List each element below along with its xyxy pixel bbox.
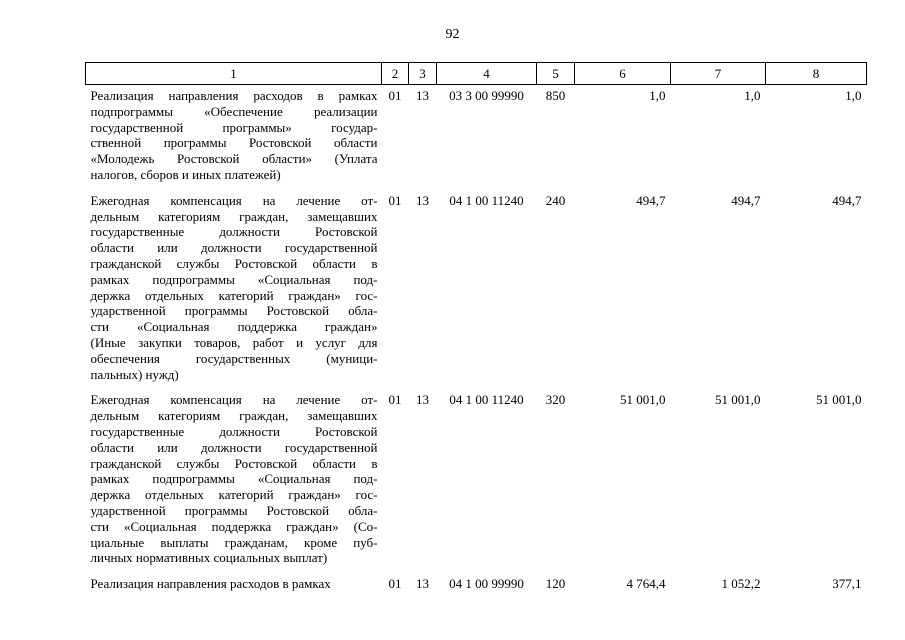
expense-type-cell: 120: [545, 576, 566, 592]
expense-type-cell: 320: [545, 392, 566, 408]
description-line: циальные выплаты гражданам, кроме пуб-: [90, 534, 378, 550]
target-article-cell: 04 1 00 11240: [449, 392, 524, 408]
amount-col8-cell: 377,1: [832, 576, 862, 592]
description-cell: [86, 389, 382, 573]
description-line: государственные должности Ростовской: [90, 423, 378, 439]
header-cell-1: 1: [86, 63, 382, 85]
table-row: [86, 573, 867, 599]
amount-col7-cell: 51 001,0: [715, 392, 761, 408]
description-line: Реализация направления расходов в рамках: [90, 576, 331, 592]
description-line: Ежегодная компенсация на лечение от-: [90, 192, 378, 208]
header-cell-6: 6: [575, 63, 671, 85]
amount-col7-cell: 494,7: [731, 192, 761, 208]
subsection-code-cell: 13: [416, 576, 429, 592]
table-body: [86, 85, 867, 599]
description-line: рамках подпрограммы «Социальная под-: [90, 471, 378, 487]
amount-col6-cell: 494,7: [636, 192, 666, 208]
budget-table: [85, 62, 867, 599]
section-code-cell: 01: [388, 576, 402, 592]
header-cell-3: 3: [409, 63, 437, 85]
subsection-code-cell: 13: [416, 392, 429, 408]
expense-type-cell: 850: [545, 88, 566, 103]
description-line: обеспечения государственных (муници-: [90, 350, 378, 366]
description-line: личных нормативных социальных выплат): [90, 550, 328, 566]
table-row: [86, 190, 867, 390]
subsection-code-cell: 13: [416, 88, 429, 103]
header-cell-7: 7: [671, 63, 766, 85]
description-line: дельным категориям граждан, замещавших: [90, 208, 378, 224]
description-line: рамках подпрограммы «Социальная под-: [90, 271, 378, 287]
amount-col6-cell: 1,0: [649, 88, 666, 103]
section-code-cell: 01: [388, 88, 402, 103]
description-line: дельным категориям граждан, замещавших: [90, 408, 378, 424]
description-line: ударственной программы Ростовской обла-: [90, 303, 378, 319]
amount-col8-cell: 1,0: [845, 88, 862, 103]
description-line: (Иные закупки товаров, работ и услуг для: [90, 334, 378, 350]
table-row: [86, 389, 867, 573]
section-code-cell: 01: [388, 392, 402, 408]
description-line: Реализация направления расходов в рамках: [90, 88, 378, 103]
target-article-cell: 04 1 00 99990: [449, 576, 524, 592]
header-row: [86, 63, 867, 85]
description-line: государственной программы» государ-: [90, 119, 378, 135]
subsection-code-cell: 13: [416, 192, 429, 208]
description-line: «Молодежь Ростовской области» (Уплата: [90, 151, 378, 167]
header-cell-8: 8: [766, 63, 867, 85]
description-line: гражданской службы Ростовской области в: [90, 455, 378, 471]
amount-col6-cell: 4 764,4: [626, 576, 666, 592]
header-cell-4: 4: [437, 63, 537, 85]
description-line: подпрограммы «Обеспечение реализации: [90, 103, 378, 119]
description-cell: [86, 85, 382, 190]
page-number: 92: [445, 27, 460, 42]
table-header: [86, 63, 867, 85]
description-line: держка отдельных категорий граждан» гос-: [90, 487, 378, 503]
description-line: пальных) нужд): [90, 366, 179, 382]
header-cell-5: 5: [537, 63, 575, 85]
section-code-cell: 01: [388, 192, 402, 208]
target-article-cell: 04 1 00 11240: [449, 192, 524, 208]
amount-col8-cell: 494,7: [832, 192, 862, 208]
description-line: налогов, сборов и иных платежей): [90, 166, 281, 182]
amount-col6-cell: 51 001,0: [620, 392, 666, 408]
description-line: ственной программы Ростовской области: [90, 135, 378, 151]
description-line: держка отдельных категорий граждан» гос-: [90, 287, 378, 303]
description-line: Ежегодная компенсация на лечение от-: [90, 392, 378, 408]
description-cell: [86, 190, 382, 390]
expense-type-cell: 240: [545, 192, 566, 208]
amount-col8-cell: 51 001,0: [816, 392, 862, 408]
description-line: области или должности государственной: [90, 240, 378, 256]
description-line: государственные должности Ростовской: [90, 224, 378, 240]
description-line: гражданской службы Ростовской области в: [90, 255, 378, 271]
header-cell-2: 2: [382, 63, 409, 85]
target-article-cell: 03 3 00 99990: [449, 88, 524, 103]
description-line: сти «Социальная поддержка граждан»: [90, 319, 378, 335]
table-row: [86, 85, 867, 190]
description-line: области или должности государственной: [90, 439, 378, 455]
description-line: сти «Социальная поддержка граждан» (Со-: [90, 518, 378, 534]
description-line: ударственной программы Ростовской обла-: [90, 502, 378, 518]
amount-col7-cell: 1 052,2: [721, 576, 761, 592]
amount-col7-cell: 1,0: [744, 88, 761, 103]
description-cell: [86, 573, 382, 599]
